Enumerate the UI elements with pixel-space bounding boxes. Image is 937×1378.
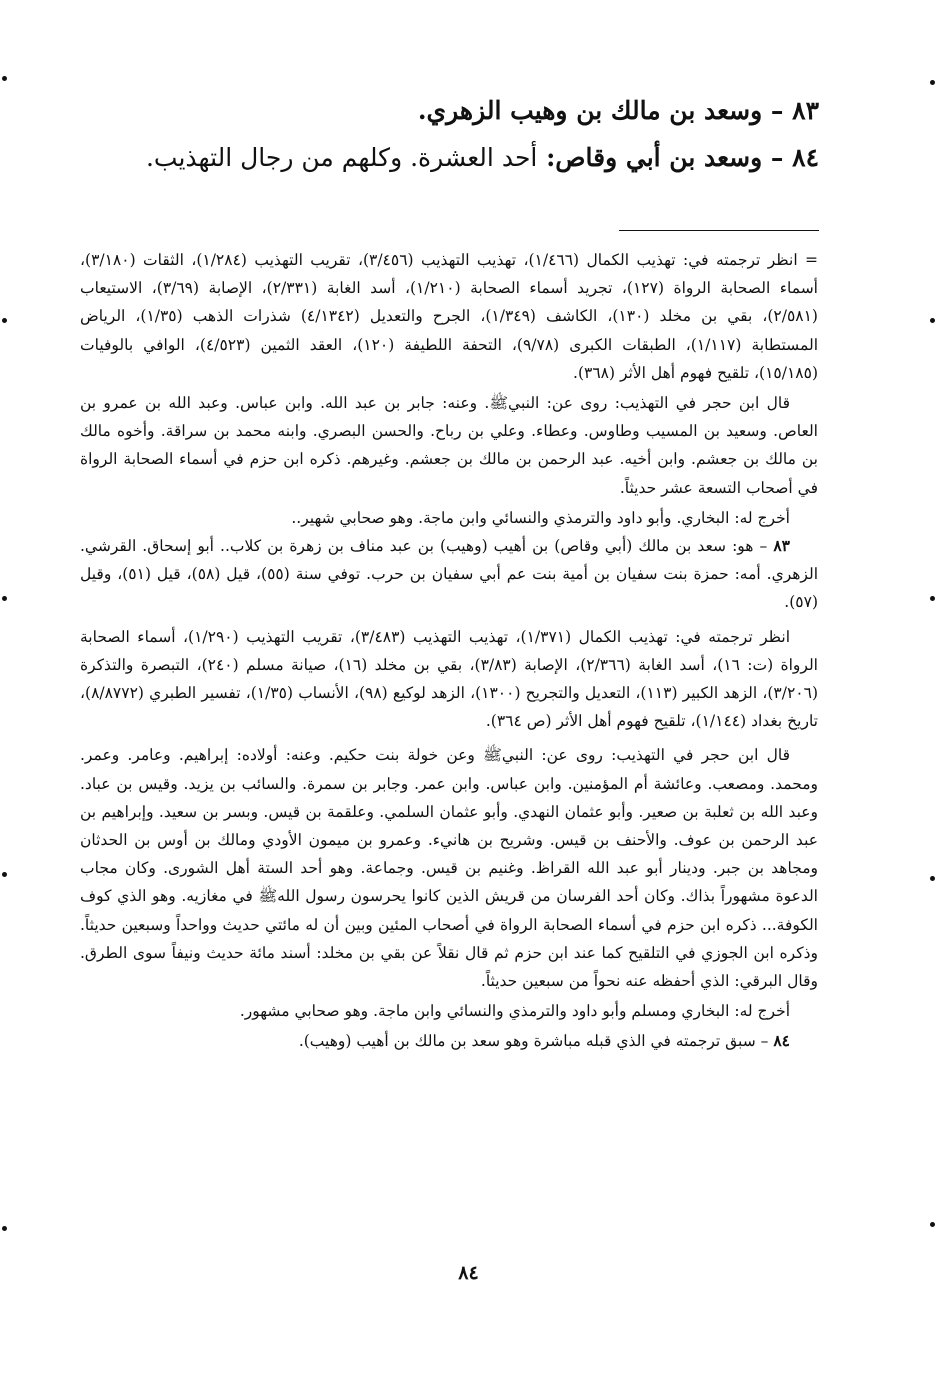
entry-number: ٨٤ [792, 142, 819, 172]
margin-dot [930, 876, 935, 881]
margin-dot [2, 1226, 7, 1231]
entry-84 [99, 142, 819, 175]
margin-dot [2, 872, 7, 877]
note-83 [80, 532, 818, 617]
footnotes [80, 246, 818, 1056]
margin-dot [2, 596, 7, 601]
note-number: ٨٤ [773, 1031, 790, 1051]
note-takhrij-2: أخرج له: البخاري ومسلم وأبو داود والترمذي والنسائي وابن ماجة. وهو صحابي مشهور. [239, 1002, 790, 1021]
margin-dot [930, 80, 935, 85]
footnote-divider [619, 230, 819, 231]
note-text: – هو: سعد بن مالك (أبي وقاص) بن أهيب (وهيب) بن عبد مناف بن زهرة بن كلاب.. أبو إسحاق. القرشي. الزهري. أمه: حمزة بنت سفيان بن أمية بنت عم أبي سفيان بن حرب. توفي سنة (٥٥)، قيل (٥٨)، قيل (٥١)، وقيل (٥٧). [80, 537, 819, 612]
margin-dot [930, 1222, 935, 1227]
entry-description: أحد العشرة. وكلهم من رجال التهذيب. [145, 142, 538, 172]
entry-number: ٨٣ [792, 96, 819, 125]
note-text: – سبق ترجمته في الذي قبله مباشرة وهو سعد بن مالك بن أهيب (وهيب). [298, 1032, 769, 1051]
note-takhrij-1: أخرج له: البخاري. وأبو داود والترمذي والنسائي وابن ماجة. وهو صحابي شهير.. [291, 508, 790, 527]
margin-dot [930, 596, 935, 601]
entry-name: وسعد بن أبي وقاص: [546, 142, 763, 172]
margin-dot [2, 318, 7, 323]
note-references-2: انظر ترجمته في: تهذيب الكمال (١/٣٧١)، تهذيب التهذيب (٣/٤٨٣)، تقريب التهذيب (١/٢٩٠)، أسماء الصحابة الرواة (ت: ١٦)، أسد الغابة (٢/٣٦٦)، الإصابة (٣/٨٣)، بقي بن مخلد (١٦)، صيانة مسلم (٢٤٠)، التبصرة والتذكرة (٣/٢٠٦)، الزهد الكبير (١١٣)، التعديل والتجريح (١٣٠٠)، الزهد لوكيع (٩٨)، الأنساب (١/٣٥)، تفسير الطبري (٨/٨٧٧٢)، تاريخ بغداد (١/١٤٤)، تلقيح فهوم أهل الأثر (ص ٣٦٤). [80, 627, 818, 731]
note-ibn-hajar-1: قال ابن حجر في التهذيب: روى عن: النبيﷺ. وعنه: جابر بن عبد الله. وابن عباس. وعبد الله بن عمرو بن العاص. وسعيد بن المسيب وطاوس. وعطاء. وعلي بن رباح. والحسن البصري. وابنه محمد بن سراقة. وأخوه مالك بن مالك بن جعشم. وابن أخيه. عبد الرحمن بن مالك بن جعشم. وغيرهم. ذكره ابن حزم في أسماء الصحابة الرواة في أصحاب التسعة عشر حديثاً. [80, 394, 818, 497]
note-number: ٨٣ [773, 536, 790, 556]
margin-dot [2, 76, 7, 81]
entry-name: وسعد بن مالك بن وهيب الزهري. [417, 96, 763, 125]
main-entries [99, 95, 819, 188]
margin-dot [930, 318, 935, 323]
note-84 [80, 1027, 818, 1055]
entry-83 [99, 95, 819, 128]
entry-dash: – [770, 96, 784, 125]
note-references-1: = انظر ترجمته في: تهذيب الكمال (١/٤٦٦)، تهذيب التهذيب (٣/٤٥٦)، تقريب التهذيب (١/٢٨٤)، الثقات (٣/١٨٠)، أسماء الصحابة الرواة (١٢٧)، تجريد أسماء الصحابة (١/٢١٠)، أسد الغابة (٢/٣٣١)، الإصابة (٣/٦٩)، الاستيعاب (٢/٥٨١)، بقي بن مخلد (١٣٠)، الكاشف (١/٣٤٩)، الجرح والتعديل (٤/١٣٤٢) شذرات الذهب (١/٣٥)، الرياض المستطابة (١/١١٧)، الطبقات الكبرى (٩/٧٨)، التحفة اللطيفة (١٢٠)، العقد الثمين (٤/٥٢٣)، الوافي بالوفيات (١٥/١٨٥)، تلقيح فهوم أهل الأثر (٣٦٨). [80, 251, 819, 382]
note-ibn-hajar-2: قال ابن حجر في التهذيب: روى عن: النبيﷺ وعن خولة بنت حكيم. وعنه: أولاده: إبراهيم. وعامر. وعمر. ومحمد. ومصعب. وعائشة أم المؤمنين. وابن عباس. وابن عمر. وجابر بن سمرة. والسائب بن يزيد. وقيس بن عباد. وعبد الله بن ثعلبة بن صعير. وأبو عثمان النهدي. وأبو عثمان السلمي. وعلقمة بن قيس. وبسر بن سعيد. وإبراهيم بن عبد الرحمن بن عوف. والأحنف بن قيس. وشريح بن هانيء. وعمرو بن ميمون الأودي ومالك بن أوس بن الحدثان ومجاهد بن جبر. ودينار أبو عبد الله القراظ. وغنيم بن قيس. وجماعة. وهو أحد الستة أهل الشورى. وكان مجاب الدعوة مشهوراً بذاك. وكان أحد الفرسان من قريش الذين كانوا يحرسون رسول اللهﷺ في مغازيه. وهو الذي كوف الكوفة... ذكره ابن حزم في أسماء الصحابة الرواة في أصحاب المئين وبين أن له مائتي حديث وواحداً وسبعين حديثاً. وذكره ابن الجوزي في التلقيح كما عند ابن حزم ثم قال نقلاً عن بقي بن مخلد: أسند مائة حديث ونيفاً سوى الطرق. وقال البرقي: الذي أحفظه عنه نحواً من سبعين حديثاً. [80, 746, 818, 991]
entry-dash: – [770, 142, 784, 172]
page-number: ٨٤ [458, 1262, 479, 1284]
